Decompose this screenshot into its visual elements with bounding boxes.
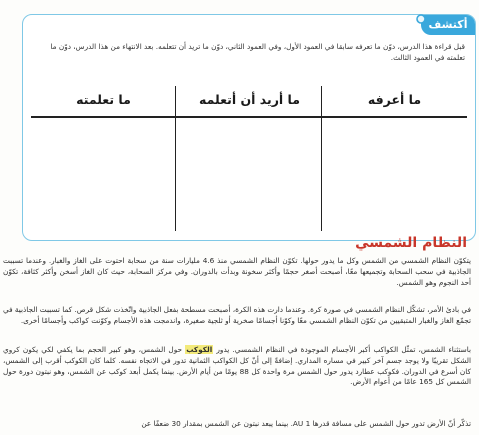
section-title: النظام الشمسي	[355, 235, 467, 251]
kwl-table	[31, 86, 467, 231]
kwl-header-learned: ما تعلمته	[76, 92, 131, 107]
kwl-header-know: ما أعرفه	[367, 92, 422, 107]
highlighted-term: الكوكب	[186, 345, 213, 354]
kwl-column-divider	[175, 86, 176, 231]
magnifier-icon	[415, 13, 429, 27]
paragraph	[3, 345, 471, 388]
kwl-header-want: ما أريد أن أتعلمه	[199, 92, 300, 107]
explore-instruction: قبل قراءة هذا الدرس، دوّن ما تعرفه سابقا في العمود الأول، وفي العمود الثاني، دوّن ما تريد أن تتعلمه. بعد الانتهاء من هذا الدرس، دوّن ما تعلمته في العمود الثالث.	[50, 42, 465, 62]
paragraph: تذكّر أنّ الأرض تدور حول الشمس على مسافة قدرها 1 AU. بينما يبعد نبتون عن الشمس بمقدار 30 ضعفًا عن	[141, 419, 471, 428]
explore-activity-box	[22, 14, 476, 241]
kwl-column-divider	[321, 86, 322, 231]
paragraph-text: حول الشمس، وهو كبير الحجم بما يكفي لكي يكون كروي الشكل تقريبًا ولا يوجد جسم آخر كبير في مساره المداري. إضافةً إلى أنّ كل الكواكب الثمانية تدور في الاتجاه نفسه. كلما كان الكوكب أقرب إلى الشمس، كان أسرع في الدوران. فكوكب عطارد يدور حول الشمس مرة واحدة كل 88 يومًا من أيام الأرض. بينما يكمل أبعد كوكب عن الشمس، وهو نبتون دورة حول الشمس كل 165 عامًا من أعوام الأرض.	[3, 345, 471, 387]
paragraph: في بادئ الأمر، تشكّل النظام الشمسي في صورة كرة. وعندما دارت هذه الكرة، أصبحت مسطحة بفعل الجاذبية واتّخذت شكل قرص. كما تسببت الجاذبية في تجمّع الغاز والغبار المتبقيين من تكوّن النظام الشمسي معًا وكوّنا أجسامًا صخرية أو ثلجية صغيرة، واندمجت هذه الأجسام وكوّنت كواكب وأجسامًا أخرى.	[3, 305, 471, 325]
paragraph: يتكوّن النظام الشمسي من الشمس وكل ما يدور حولها. تكوّن النظام الشمسي منذ 4.6 مليارات سنة من سحابة احتوت على الغاز والغبار. وعندما تسببت الجاذبية في سحب السحابة وتجميعها معًا، أصبحت أصغر حجمًا وأكثر سخونة وبدأت بالدوران. وفي مركز السحابة، حيث كان الغاز أسخن وأكثر كثافة، تكوّن أحد النجوم وهو الشمس.	[3, 256, 471, 287]
kwl-header-divider	[31, 116, 467, 118]
paragraph-text: باستثناء الشمس، تمثّل الكواكب أكبر الأجسام الموجودة في النظام الشمسي. يدور	[213, 345, 471, 354]
explore-tab: أكتشف	[421, 15, 475, 35]
